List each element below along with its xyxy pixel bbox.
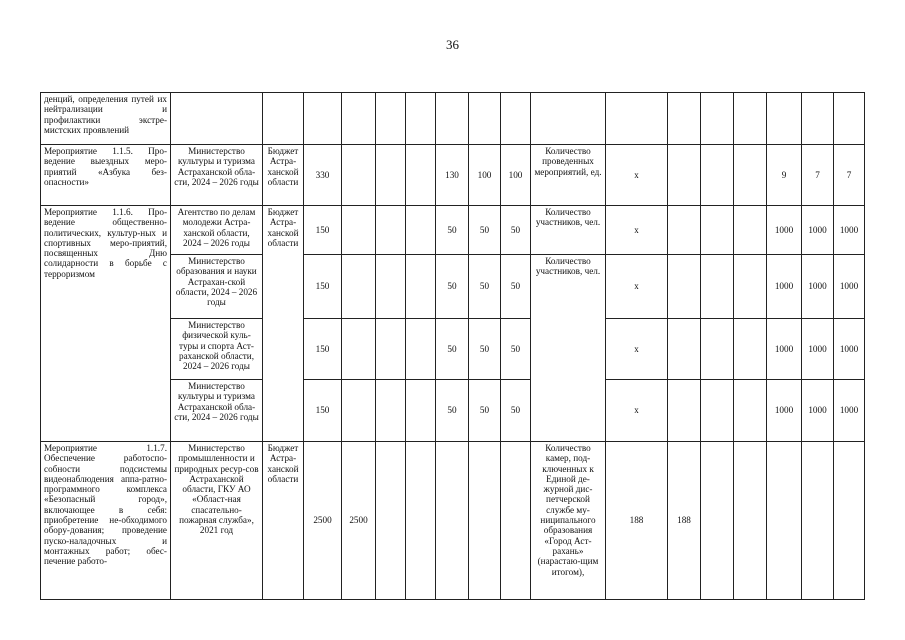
target-2026: 1000: [834, 319, 865, 380]
target-2021: 188: [668, 442, 701, 600]
funding-2026: 100: [501, 145, 531, 206]
page-number: 36: [446, 37, 459, 52]
target-2025: 1000: [802, 380, 834, 442]
target-2026: 1000: [834, 255, 865, 319]
funding-2025: 50: [469, 206, 501, 255]
event-description: Мероприятие 1.1.6. Про-ведение общественно-политических, культур-ных и спортивных меро-приятий, посвященных Дню солидарности в борьбе с терроризмом: [41, 206, 171, 442]
target-2024: 1000: [767, 319, 802, 380]
target-2025: 1000: [802, 206, 834, 255]
funding-total: 150: [304, 380, 342, 442]
base-value: х: [606, 206, 668, 255]
indicator-cell: Количество камер, под-ключенных к Единой де-журной дис-петчерской службе му-ниципального образования «Город Аст-рахань» (нарастаю-щим итогом),: [531, 442, 606, 600]
indicator-cell: Количество участников, чел.: [531, 206, 606, 255]
table-row: [41, 442, 865, 600]
funding-2025: 50: [469, 380, 501, 442]
funding-2026: 50: [501, 206, 531, 255]
table-row: [41, 93, 865, 145]
target-2024: 1000: [767, 255, 802, 319]
executor-cell: Министерство образования и науки Астрахан-ской области, 2024 – 2026 годы: [171, 255, 263, 319]
funding-total: 150: [304, 255, 342, 319]
executor-cell: Министерство физической куль-туры и спорта Аст-раханской области, 2024 – 2026 годы: [171, 319, 263, 380]
target-2026: 1000: [834, 206, 865, 255]
funding-2021: 2500: [342, 442, 376, 600]
funding-2024: 50: [436, 380, 469, 442]
target-2024: 9: [767, 145, 802, 206]
base-value: 188: [606, 442, 668, 600]
target-2025: 1000: [802, 255, 834, 319]
base-value: х: [606, 380, 668, 442]
table-row: [41, 145, 865, 206]
funding-2026: 50: [501, 319, 531, 380]
funding-2024: 50: [436, 319, 469, 380]
base-value: х: [606, 319, 668, 380]
target-2025: 1000: [802, 319, 834, 380]
program-table: [40, 92, 865, 600]
executor-cell: Министерство культуры и туризма Астраханской обла-сти, 2024 – 2026 годы: [171, 380, 263, 442]
base-value: х: [606, 255, 668, 319]
funding-2025: 50: [469, 255, 501, 319]
funding-2026: 50: [501, 380, 531, 442]
event-description: денций, определения путей их нейтрализации и профилактики экстре-мистских проявлений: [41, 93, 171, 145]
funding-total: 150: [304, 206, 342, 255]
target-2026: 7: [834, 145, 865, 206]
funding-2026: 50: [501, 255, 531, 319]
executor-cell: Агентство по делам молодежи Астра-ханской области, 2024 – 2026 годы: [171, 206, 263, 255]
funding-source-cell: Бюджет Астра-ханской области: [263, 206, 304, 442]
funding-2024: 130: [436, 145, 469, 206]
funding-total: 330: [304, 145, 342, 206]
executor-cell: Министерство культуры и туризма Астраханской обла-сти, 2024 – 2026 годы: [171, 145, 263, 206]
funding-total: 2500: [304, 442, 342, 600]
funding-2025: 50: [469, 319, 501, 380]
indicator-cell: Количество участников, чел.: [531, 255, 606, 442]
target-2024: 1000: [767, 206, 802, 255]
indicator-cell: Количество проведенных мероприятий, ед.: [531, 145, 606, 206]
target-2025: 7: [802, 145, 834, 206]
funding-2024: 50: [436, 206, 469, 255]
target-2026: 1000: [834, 380, 865, 442]
funding-total: 150: [304, 319, 342, 380]
table-row: [41, 206, 865, 255]
funding-source-cell: Бюджет Астра-ханской области: [263, 442, 304, 600]
target-2024: 1000: [767, 380, 802, 442]
funding-source-cell: Бюджет Астра-ханской области: [263, 145, 304, 206]
base-value: х: [606, 145, 668, 206]
funding-2024: 50: [436, 255, 469, 319]
executor-cell: Министерство промышленности и природных ресур-сов Астраханской области, ГКУ АО «Област-ная спасательно-пожарная служба», 2021 год: [171, 442, 263, 600]
funding-2025: 100: [469, 145, 501, 206]
event-description: Мероприятие 1.1.5. Про-ведение выездных меро-приятий «Азбука без-опасности»: [41, 145, 171, 206]
event-description: Мероприятие 1.1.7. Обеспечение работоспо-собности подсистемы видеонаблюдения аппа-ратно-программного комплекса «Безопасный город», включающее в себя: приобретение не-обходимого обору-дования; проведение пуско-наладочных и монтажных работ; обес-печение работо-: [41, 442, 171, 600]
